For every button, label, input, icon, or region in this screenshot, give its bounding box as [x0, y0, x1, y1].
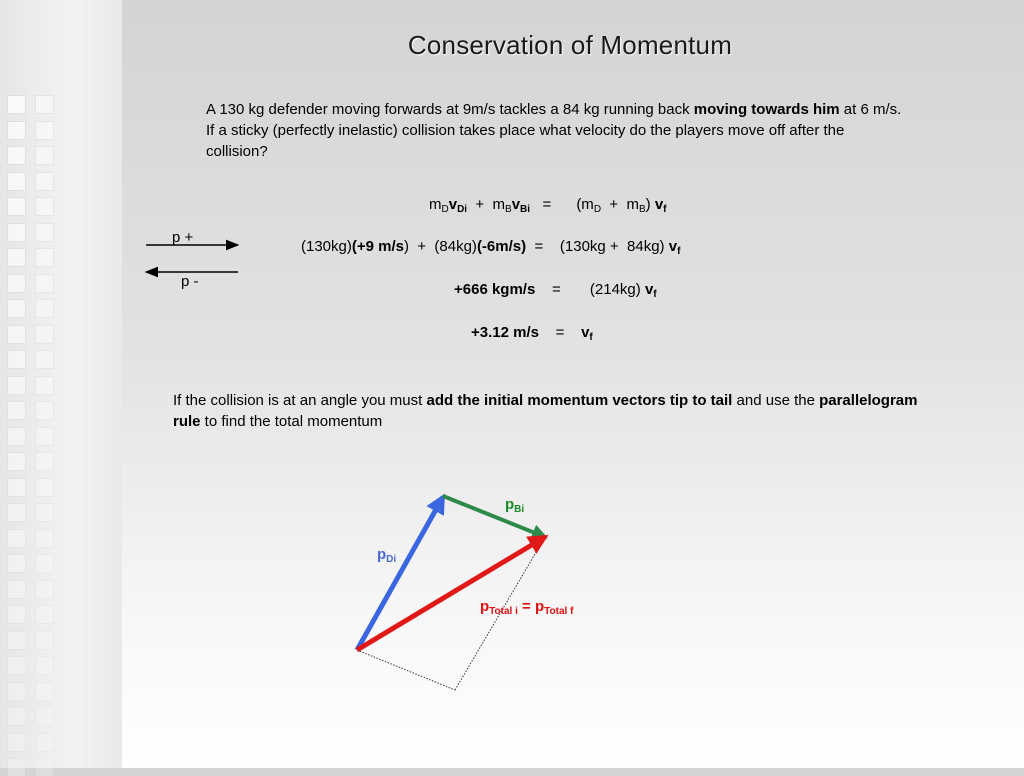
- eq1-plus: +: [467, 196, 493, 213]
- eq3-b: = (214kg): [535, 281, 645, 298]
- eq1-m: m: [429, 196, 442, 213]
- ptotal-sub2: Total f: [544, 606, 574, 617]
- pbi-vector-arrow: [443, 496, 545, 537]
- eq2-b: (+9 m/s: [351, 238, 404, 255]
- eq1-open: (m: [576, 196, 594, 213]
- eq1-vf: v: [654, 196, 664, 213]
- eq2-vf: v: [668, 238, 678, 255]
- angle-text-1: If the collision is at an angle you must: [173, 392, 427, 409]
- problem-text-1: A 130 kg defender moving forwards at 9m/s tackles a 84 kg running back: [206, 101, 694, 118]
- eq1-sub-b: B: [505, 204, 512, 215]
- eq2-a: (130kg): [301, 238, 352, 255]
- eq1-close: ): [645, 196, 655, 213]
- eq2-c: ) + (84kg): [403, 238, 477, 255]
- eq1-v2: v: [511, 196, 521, 213]
- slide-title: Conservation of Momentum: [407, 30, 733, 60]
- angle-bold-1: add the initial momentum vectors tip to tail: [426, 392, 733, 409]
- eq3-a: +666 kgm/s: [454, 281, 536, 298]
- eq4-sub-f: f: [589, 332, 593, 343]
- eq4-vf: v: [581, 324, 590, 341]
- eq1-sub-di: Di: [457, 204, 468, 215]
- eq3-vf: v: [644, 281, 654, 298]
- eq1-sub-f: f: [663, 204, 667, 215]
- eq1-sub-d2: D: [593, 204, 602, 215]
- eq1-equals: =: [530, 196, 577, 213]
- ptotal-eq: = p: [517, 598, 545, 615]
- ptotal-sub1: Total i: [489, 606, 518, 617]
- eq2-sub-f: f: [677, 246, 681, 257]
- pbi-p: p: [505, 496, 515, 513]
- problem-bold-text: moving towards him: [693, 101, 840, 118]
- angle-text-2: and use the: [732, 392, 820, 409]
- eq1-plus2: + m: [601, 196, 639, 213]
- eq4-a: +3.12 m/s: [471, 324, 539, 341]
- eq2-d: (-6m/s): [476, 238, 527, 255]
- pdi-label: [377, 546, 396, 565]
- pbi-label: [505, 496, 524, 515]
- parallelogram-edge-bottom: [357, 650, 455, 690]
- pbi-sub: Bi: [514, 504, 525, 515]
- angle-text-3: to find the total momentum: [200, 413, 383, 430]
- positive-direction-label: p +: [172, 229, 194, 246]
- eq1-sub-d: D: [441, 204, 449, 215]
- pdi-p: p: [377, 546, 387, 563]
- eq3-sub-f: f: [653, 289, 657, 300]
- eq4-b: =: [538, 324, 582, 341]
- eq1-m2: m: [492, 196, 506, 213]
- negative-direction-label: p -: [181, 273, 199, 290]
- eq1-sub-b2: B: [638, 204, 646, 215]
- ptotal-p1: p: [480, 598, 490, 615]
- pdi-sub: Di: [386, 554, 397, 565]
- ptotal-label: [480, 598, 573, 617]
- eq1-sub-bi: Bi: [520, 204, 531, 215]
- eq1-v: v: [448, 196, 458, 213]
- angle-bold-2: parallelogram rule: [173, 392, 918, 430]
- eq2-e: = (130kg + 84kg): [526, 238, 669, 255]
- problem-text-2: at 6 m/s. If a sticky (perfectly inelastic) collision takes place what velocity do the players move off after the collision?: [206, 101, 902, 160]
